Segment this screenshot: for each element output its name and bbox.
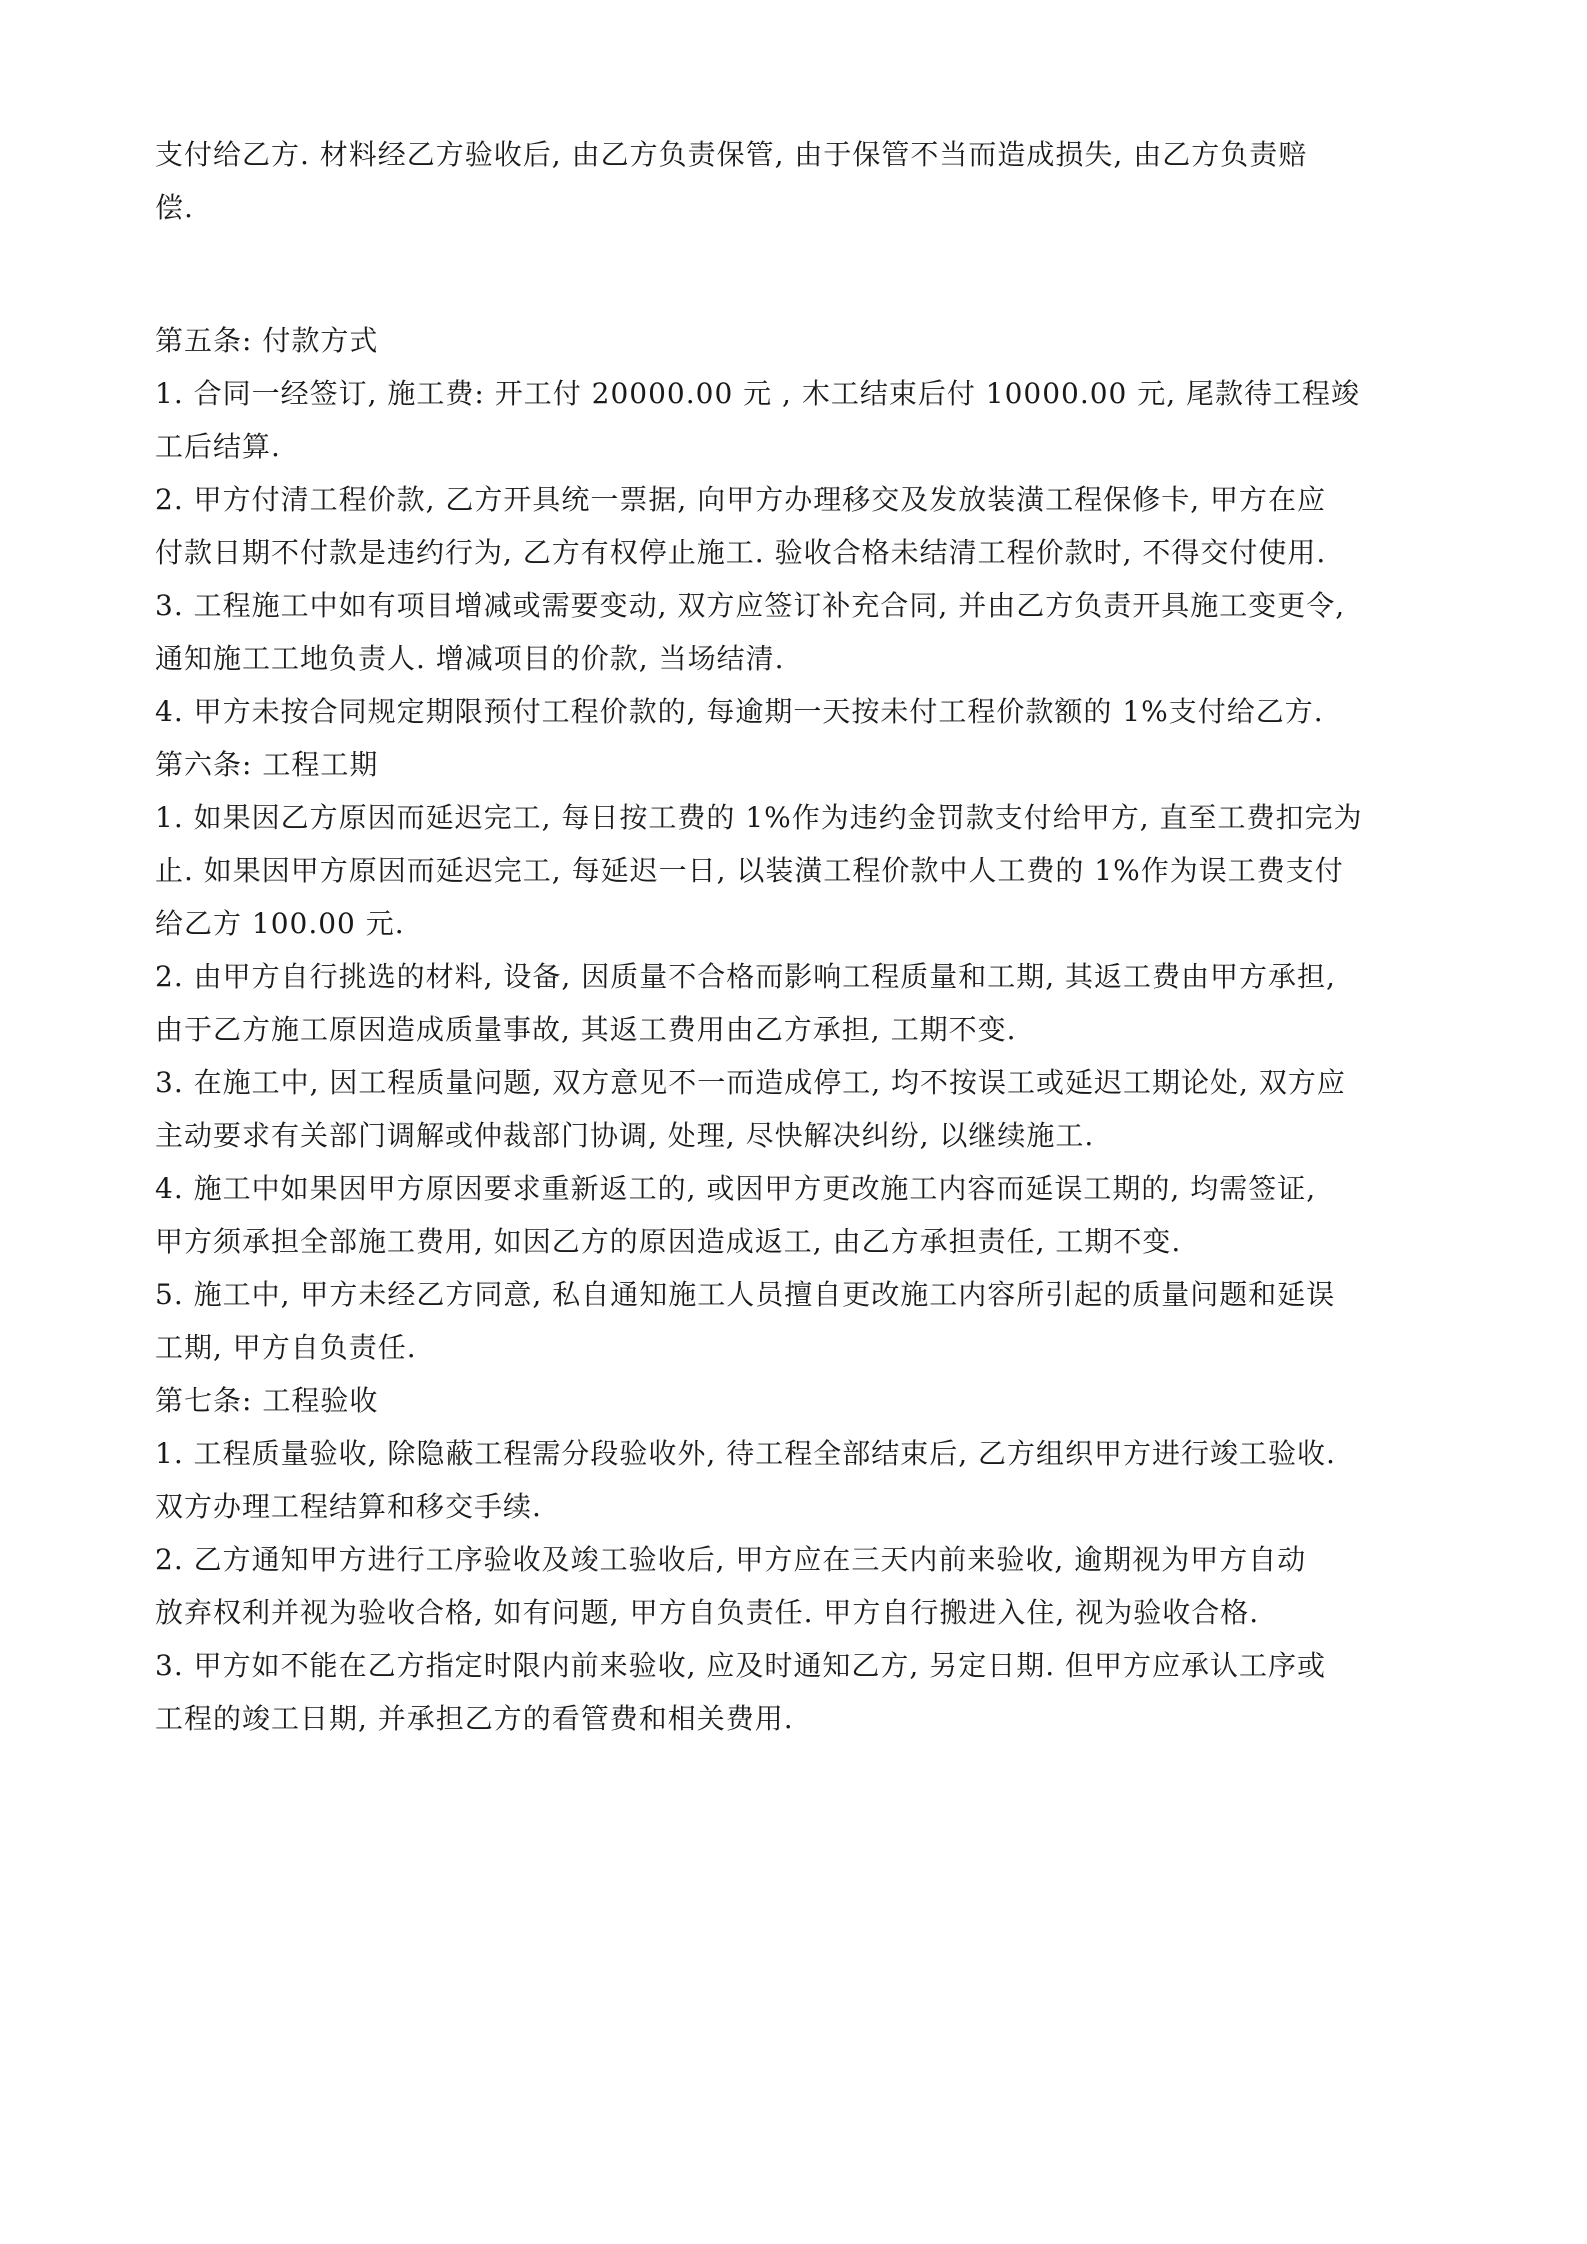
text-line: 工后结算. [155, 430, 281, 463]
document-page [155, 128, 1455, 1745]
text-line: 止. 如果因甲方原因而延迟完工, 每延迟一日, 以装潢工程价款中人工费的 1%作为误工费支付 [155, 854, 1344, 887]
article-6-heading: 第六条: 工程工期 [155, 748, 379, 781]
text-line: 3. 在施工中, 因工程质量问题, 双方意见不一而造成停工, 均不按误工或延迟工期论处, 双方应 [155, 1066, 1346, 1099]
text-line: 付款日期不付款是违约行为, 乙方有权停止施工. 验收合格未结清工程价款时, 不得交付使用. [155, 536, 1327, 569]
paragraph-gap [155, 234, 1455, 314]
text-line: 支付给乙方. 材料经乙方验收后, 由乙方负责保管, 由于保管不当而造成损失, 由乙方负责赔 [155, 138, 1308, 171]
text-line: 主动要求有关部门调解或仲裁部门协调, 处理, 尽快解决纠纷, 以继续施工. [155, 1119, 1095, 1152]
text-line: 放弃权利并视为验收合格, 如有问题, 甲方自负责任. 甲方自行搬进入住, 视为验收合格. [155, 1596, 1260, 1629]
text-line: 通知施工工地负责人. 增减项目的价款, 当场结清. [155, 642, 785, 675]
text-line: 2. 由甲方自行挑选的材料, 设备, 因质量不合格而影响工程质量和工期, 其返工费由甲方承担, [155, 960, 1336, 993]
intro-paragraph [155, 128, 1455, 234]
article-7-heading: 第七条: 工程验收 [155, 1384, 379, 1417]
text-line: 1. 合同一经签订, 施工费: 开工付 20000.00 元 , 木工结束后付 10000.00 元, 尾款待工程竣 [155, 377, 1361, 410]
text-line: 4. 甲方未按合同规定期限预付工程价款的, 每逾期一天按未付工程价款额的 1%支付给乙方. [155, 695, 1324, 728]
text-line: 3. 工程施工中如有项目增减或需要变动, 双方应签订补充合同, 并由乙方负责开具施工变更令, [155, 589, 1346, 622]
text-line: 4. 施工中如果因甲方原因要求重新返工的, 或因甲方更改施工内容而延误工期的, 均需签证, [155, 1172, 1317, 1205]
text-line: 由于乙方施工原因造成质量事故, 其返工费用由乙方承担, 工期不变. [155, 1013, 1017, 1046]
text-line: 给乙方 100.00 元. [155, 907, 405, 940]
text-line: 2. 甲方付清工程价款, 乙方开具统一票据, 向甲方办理移交及发放装潢工程保修卡, 甲方在应 [155, 483, 1327, 516]
text-line: 甲方须承担全部施工费用, 如因乙方的原因造成返工, 由乙方承担责任, 工期不变. [155, 1225, 1182, 1258]
text-line: 偿. [155, 191, 194, 224]
text-line: 1. 如果因乙方原因而延迟完工, 每日按工费的 1%作为违约金罚款支付给甲方, 直至工费扣完为 [155, 801, 1363, 834]
text-line: 2. 乙方通知甲方进行工序验收及竣工验收后, 甲方应在三天内前来验收, 逾期视为甲方自动 [155, 1543, 1307, 1576]
text-line: 5. 施工中, 甲方未经乙方同意, 私自通知施工人员擅自更改施工内容所引起的质量问题和延误 [155, 1278, 1336, 1311]
text-line: 3. 甲方如不能在乙方指定时限内前来验收, 应及时通知乙方, 另定日期. 但甲方应承认工序或 [155, 1649, 1327, 1682]
article-6-section [155, 738, 1455, 1374]
text-line: 工期, 甲方自负责任. [155, 1331, 417, 1364]
article-5-section [155, 314, 1455, 738]
text-line: 工程的竣工日期, 并承担乙方的看管费和相关费用. [155, 1702, 794, 1735]
article-5-heading: 第五条: 付款方式 [155, 324, 379, 357]
article-7-section [155, 1374, 1455, 1745]
text-line: 1. 工程质量验收, 除隐蔽工程需分段验收外, 待工程全部结束后, 乙方组织甲方进行竣工验收. [155, 1437, 1336, 1470]
text-line: 双方办理工程结算和移交手续. [155, 1490, 542, 1523]
